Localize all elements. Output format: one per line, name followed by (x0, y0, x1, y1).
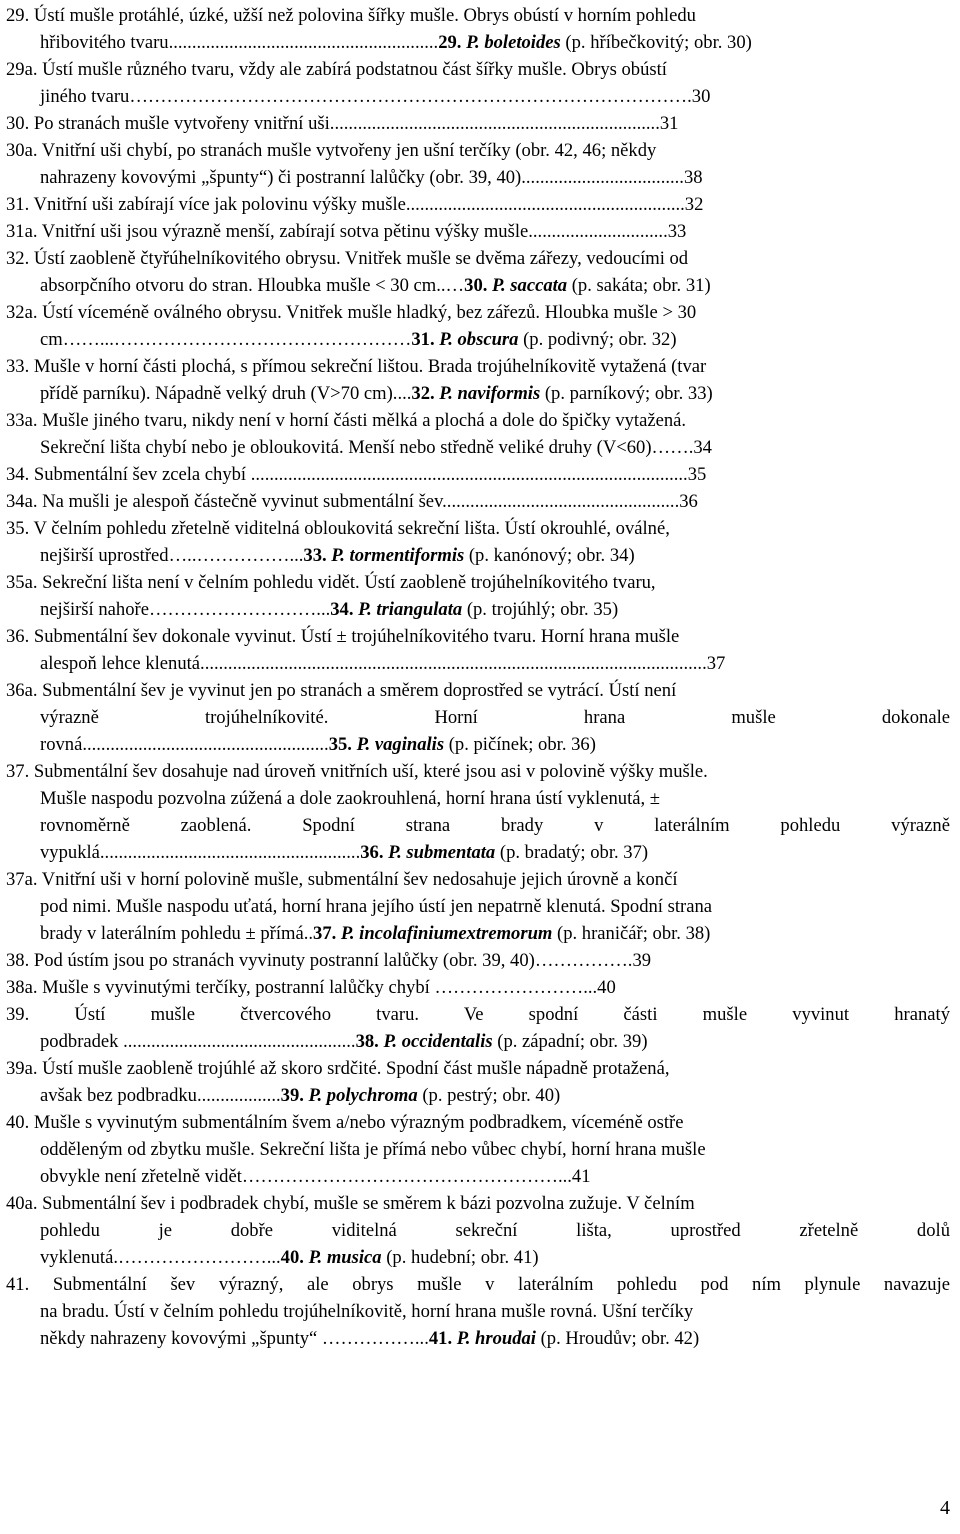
key-entry (6, 191, 950, 218)
entry-line-continuation: pod nimi. Mušle naspodu uťatá, horní hrana jejího ústí jen nepatrně klenutá. Spodní strana (40, 896, 713, 917)
key-entry (6, 1109, 950, 1190)
entry-line-first: 39. Ústí mušle čtvercového tvaru. Ve spodní části mušle vyvinut hranatý (6, 1004, 950, 1025)
entry-line-first: 37a. Vnitřní uši v horní polovině mušle, submentální šev nedosahuje jejich úrovně a končí (6, 869, 678, 890)
entry-line-first: 32. Ústí zaobleně čtyřúhelníkovitého obrysu. Vnitřek mušle se dvěma zářezy, vedoucími od (6, 248, 689, 269)
entry-line-first: 31a. Vnitřní uši jsou výrazně menší, zabírají sotva pětinu výšky mušle..............................33 (6, 221, 687, 242)
entry-line-continuation: cm……...…………………………………………31. P. obscura (p. podivný; obr. 32) (40, 329, 677, 350)
entry-line-first: 31. Vnitřní uši zabírají více jak polovinu výšky mušle............................................................32 (6, 194, 704, 215)
entry-line-continuation: vyklenutá.……………………...40. P. musica (p. hudební; obr. 41) (40, 1247, 539, 1268)
entry-line-continuation: hřibovitého tvaru..........................................................29. P. boletoides (p. hříbečkovitý; obr. 30) (40, 32, 752, 53)
entry-line-first: 39a. Ústí mušle zaobleně trojúhlé až skoro srdčité. Spodní část mušle nápadně protažená, (6, 1058, 670, 1079)
entry-line-first: 36a. Submentální šev je vyvinut jen po stranách a směrem doprostřed se vytrácí. Ústí není (6, 680, 677, 701)
entry-line-first: 37. Submentální šev dosahuje nad úroveň vnitřních uší, které jsou asi v polovině výšky mušle. (6, 761, 708, 782)
entry-line-first: 35. V čelním pohledu zřetelně viditelná obloukovitá sekreční lišta. Ústí okrouhlé, oválné, (6, 518, 670, 539)
key-entry (6, 677, 950, 758)
entry-line-first: 33a. Mušle jiného tvaru, nikdy není v horní části mělká a plochá a dole do špičky vytažená. (6, 410, 687, 431)
entry-line-continuation: rovná.....................................................35. P. vaginalis (p. pičínek; obr. 36) (40, 734, 596, 755)
key-entry (6, 1055, 950, 1109)
key-entry (6, 1001, 950, 1055)
entry-line-first: 41. Submentální šev výrazný, ale obrys mušle v laterálním pohledu pod ním plynule navazuje (6, 1274, 950, 1295)
key-entry (6, 137, 950, 191)
entry-line-continuation: rovnoměrně zaoblená. Spodní strana brady v laterálním pohledu výrazně (40, 815, 950, 836)
entry-line-first: 33. Mušle v horní části plochá, s přímou sekreční lištou. Brada trojúhelníkovitě vytažená (tvar (6, 356, 707, 377)
entry-line-first: 36. Submentální šev dokonale vyvinut. Ústí ± trojúhelníkovitého tvaru. Horní hrana mušle (6, 626, 680, 647)
entry-line-continuation: někdy nahrazeny kovovými „špunty“ ……………...41. P. hroudai (p. Hroudův; obr. 42) (40, 1328, 700, 1349)
key-entry (6, 299, 950, 353)
entry-line-continuation: výrazně trojúhelníkovité. Horní hrana mušle dokonale (40, 707, 950, 728)
entry-line-continuation: avšak bez podbradku..................39. P. polychroma (p. pestrý; obr. 40) (40, 1085, 561, 1106)
entry-line-first: 38a. Mušle s vyvinutými terčíky, postranní lalůčky chybí ……………………...40 (6, 977, 616, 998)
key-entry (6, 1190, 950, 1271)
entry-line-first: 30. Po stranách mušle vytvořeny vnitřní uši.......................................................................31 (6, 113, 679, 134)
key-entry (6, 947, 950, 974)
entry-line-first: 32a. Ústí víceméně oválného obrysu. Vnitřek mušle hladký, bez zářezů. Hloubka mušle > 30 (6, 302, 697, 323)
key-entry (6, 866, 950, 947)
entry-line-continuation: vypuklá........................................................36. P. submentata (p. bradatý; obr. 37) (40, 842, 649, 863)
key-entry (6, 758, 950, 866)
entry-line-first: 35a. Sekreční lišta není v čelním pohledu vidět. Ústí zaobleně trojúhelníkovitého tvaru, (6, 572, 656, 593)
entry-line-continuation: alespoň lehce klenutá.............................................................................................................37 (40, 653, 726, 674)
entry-line-continuation: podbradek ..................................................38. P. occidentalis (p. západní; obr. 39) (40, 1031, 648, 1052)
entry-line-continuation: pohledu je dobře viditelná sekreční lišta, uprostřed zřetelně dolů (40, 1220, 950, 1241)
entry-line-first: 40a. Submentální šev i podbradek chybí, mušle se směrem k bázi pozvolna zužuje. V čelním (6, 1193, 695, 1214)
key-entry (6, 2, 950, 56)
entry-line-continuation: nejširší nahoře………………………...34. P. triangulata (p. trojúhlý; obr. 35) (40, 599, 619, 620)
key-entry (6, 623, 950, 677)
entry-line-continuation: jiného tvaru……………………………………………………………………………….30 (40, 86, 711, 107)
entry-line-continuation: absorpčního otvoru do stran. Hloubka mušle < 30 cm..…30. P. saccata (p. sakáta; obr. 31) (40, 275, 711, 296)
entry-line-first: 30a. Vnitřní uši chybí, po stranách mušle vytvořeny jen ušní terčíky (obr. 42, 46; někdy (6, 140, 657, 161)
key-entry (6, 218, 950, 245)
key-entry (6, 245, 950, 299)
entry-line-continuation: brady v laterálním pohledu ± přímá..37. P. incolafiniumextremorum (p. hraničář; obr. 38) (40, 923, 711, 944)
key-entry (6, 353, 950, 407)
key-entry (6, 110, 950, 137)
key-entry (6, 56, 950, 110)
key-entry (6, 461, 950, 488)
entry-line-continuation: přídě parníku). Nápadně velký druh (V>70 cm)....32. P. naviformis (p. parníkový; obr. 33) (40, 383, 713, 404)
entry-line-continuation: obvykle není zřetelně vidět……………………………………………...41 (40, 1166, 591, 1187)
entry-line-first: 34. Submentální šev zcela chybí ..............................................................................................35 (6, 464, 707, 485)
entry-line-continuation: nahrazeny kovovými „špunty“) či postranní lalůčky (obr. 39, 40)...................................38 (40, 167, 703, 188)
entry-line-continuation: Sekreční lišta chybí nebo je obloukovitá. Menší nebo středně veliké druhy (V<60)…….34 (40, 437, 712, 458)
key-entry (6, 407, 950, 461)
entry-line-continuation: na bradu. Ústí v čelním pohledu trojúhelníkovitě, horní hrana mušle rovná. Ušní terčíky (40, 1301, 694, 1322)
key-entry (6, 569, 950, 623)
entry-line-first: 40. Mušle s vyvinutým submentálním švem a/nebo výrazným podbradkem, víceméně ostře (6, 1112, 684, 1133)
entry-line-continuation: odděleným od zbytku mušle. Sekreční lišta je přímá nebo vůbec chybí, horní hrana mušle (40, 1139, 706, 1160)
key-entry (6, 974, 950, 1001)
page-number: 4 (940, 1497, 950, 1519)
key-entry (6, 488, 950, 515)
key-entry (6, 515, 950, 569)
entry-line-first: 34a. Na mušli je alespoň částečně vyvinut submentální šev...................................................36 (6, 491, 698, 512)
key-entry (6, 1271, 950, 1352)
entry-line-continuation: Mušle naspodu pozvolna zúžená a dole zaokrouhlená, horní hrana ústí vyklenutá, ± (40, 788, 660, 809)
entry-line-first: 29. Ústí mušle protáhlé, úzké, užší než polovina šířky mušle. Obrys obústí v horním pohledu (6, 5, 696, 26)
entry-line-first: 29a. Ústí mušle různého tvaru, vždy ale zabírá podstatnou část šířky mušle. Obrys obústí (6, 59, 667, 80)
identification-key (6, 2, 950, 1352)
entry-line-continuation: nejširší uprostřed…..……………...33. P. tormentiformis (p. kanónový; obr. 34) (40, 545, 635, 566)
entry-line-first: 38. Pod ústím jsou po stranách vyvinuty postranní lalůčky (obr. 39, 40)…………….39 (6, 950, 652, 971)
